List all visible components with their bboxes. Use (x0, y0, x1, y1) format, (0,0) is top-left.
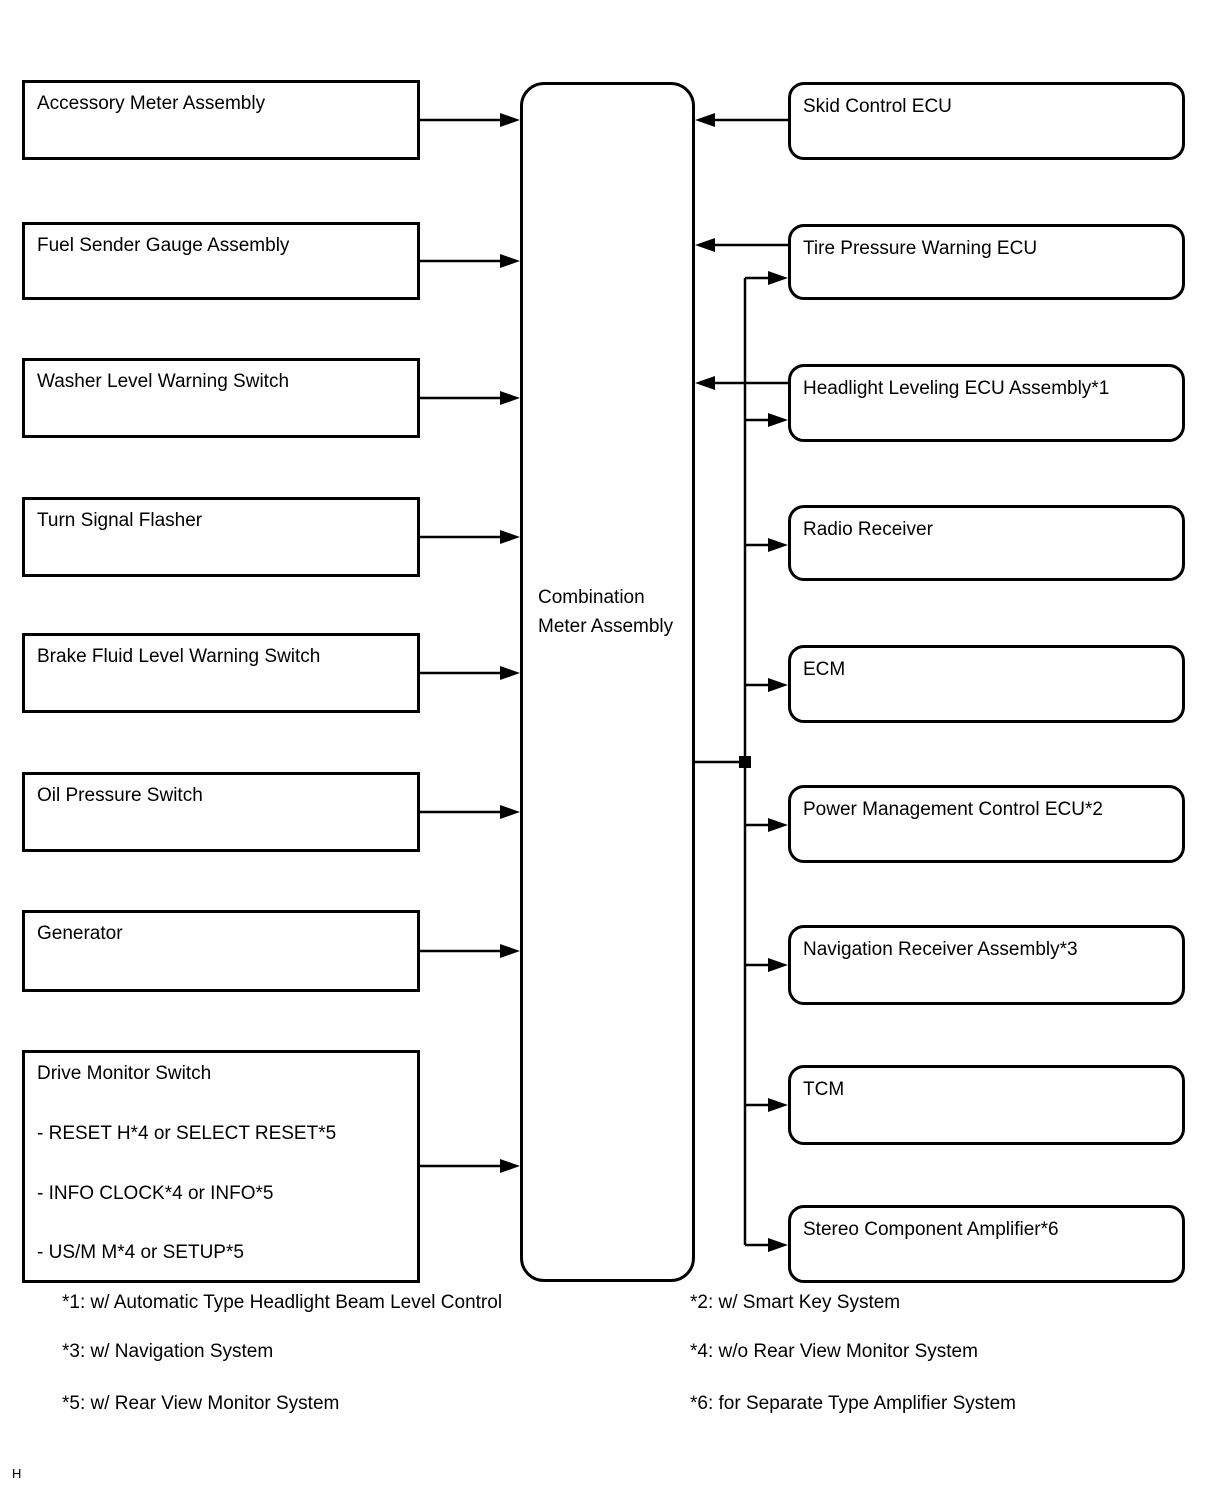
arrow-bus-to-tcm (745, 1098, 788, 1112)
box-label: Oil Pressure Switch (37, 785, 203, 806)
box-label: Radio Receiver (803, 519, 933, 540)
arrow-generator-to-meter (420, 944, 520, 958)
box-tcm (788, 1065, 1185, 1145)
box-power-management-control-ecu (788, 785, 1185, 863)
box-navigation-receiver-assembly (788, 925, 1185, 1005)
box-label: Fuel Sender Gauge Assembly (37, 235, 290, 256)
box-washer-level-warning-switch (22, 358, 420, 438)
box-label: Combination Meter Assembly (538, 587, 674, 638)
box-label: Accessory Meter Assembly (37, 93, 266, 114)
arrow-bus-to-power-management (745, 818, 788, 832)
box-label: Power Management Control ECU*2 (803, 799, 1103, 820)
box-generator (22, 910, 420, 992)
box-label: Turn Signal Flasher (37, 510, 203, 531)
box-label: Washer Level Warning Switch (37, 371, 290, 392)
box-fuel-sender-gauge-assembly (22, 222, 420, 300)
box-label: ECM (803, 659, 846, 680)
drive-monitor-item: - INFO CLOCK*4 or INFO*5 (37, 1182, 274, 1204)
box-stereo-component-amplifier (788, 1205, 1185, 1283)
arrow-fuel-sender-to-meter (420, 254, 520, 268)
box-turn-signal-flasher (22, 497, 420, 577)
box-tire-pressure-warning-ecu (788, 224, 1185, 300)
box-label: Brake Fluid Level Warning Switch (37, 646, 321, 667)
arrow-washer-level-to-meter (420, 391, 520, 405)
arrow-bus-to-radio-receiver (745, 538, 788, 552)
footnote-3: *3: w/ Navigation System (62, 1341, 274, 1362)
box-oil-pressure-switch (22, 772, 420, 852)
box-label: Skid Control ECU (803, 96, 952, 117)
box-label: Tire Pressure Warning ECU (803, 238, 1038, 259)
box-drive-monitor-switch (22, 1050, 420, 1283)
arrow-bus-to-headlight-leveling (745, 413, 788, 427)
box-radio-receiver (788, 505, 1185, 581)
footnote-4: *4: w/o Rear View Monitor System (690, 1341, 978, 1362)
box-combination-meter-assembly (520, 82, 695, 1282)
drive-monitor-item: - US/M M*4 or SETUP*5 (37, 1242, 244, 1264)
box-headlight-leveling-ecu-assembly (788, 364, 1185, 442)
arrow-accessory-meter-to-meter (420, 113, 520, 127)
box-label: Navigation Receiver Assembly*3 (803, 939, 1078, 960)
box-label: Drive Monitor Switch (37, 1063, 212, 1084)
box-ecm (788, 645, 1185, 723)
arrow-headlight-leveling-to-meter (695, 376, 788, 390)
box-label: Generator (37, 923, 123, 944)
box-label: Stereo Component Amplifier*6 (803, 1219, 1059, 1240)
box-skid-control-ecu (788, 82, 1185, 160)
arrow-bus-to-stereo-amplifier (745, 1238, 788, 1252)
page-marker: H (12, 1466, 22, 1481)
box-accessory-meter-assembly (22, 80, 420, 160)
footnote-1: *1: w/ Automatic Type Headlight Beam Level Control (62, 1292, 503, 1313)
box-label: Headlight Leveling ECU Assembly*1 (803, 378, 1110, 399)
arrow-oil-pressure-to-meter (420, 805, 520, 819)
arrow-bus-to-ecm (745, 678, 788, 692)
arrow-bus-to-navigation-receiver (745, 958, 788, 972)
arrow-tire-pressure-to-meter (695, 238, 788, 252)
arrow-drive-monitor-to-meter (420, 1159, 520, 1173)
footnote-6: *6: for Separate Type Amplifier System (690, 1393, 1016, 1414)
drive-monitor-item: - RESET H*4 or SELECT RESET*5 (37, 1122, 337, 1144)
bus-line (695, 278, 751, 1245)
footnote-2: *2: w/ Smart Key System (690, 1292, 901, 1313)
arrow-brake-fluid-to-meter (420, 666, 520, 680)
footnote-5: *5: w/ Rear View Monitor System (62, 1393, 340, 1414)
arrow-bus-to-tire-pressure (745, 271, 788, 285)
box-label: TCM (803, 1079, 845, 1100)
box-brake-fluid-level-warning-switch (22, 633, 420, 713)
arrow-turn-signal-to-meter (420, 530, 520, 544)
arrow-skid-control-to-meter (695, 113, 788, 127)
